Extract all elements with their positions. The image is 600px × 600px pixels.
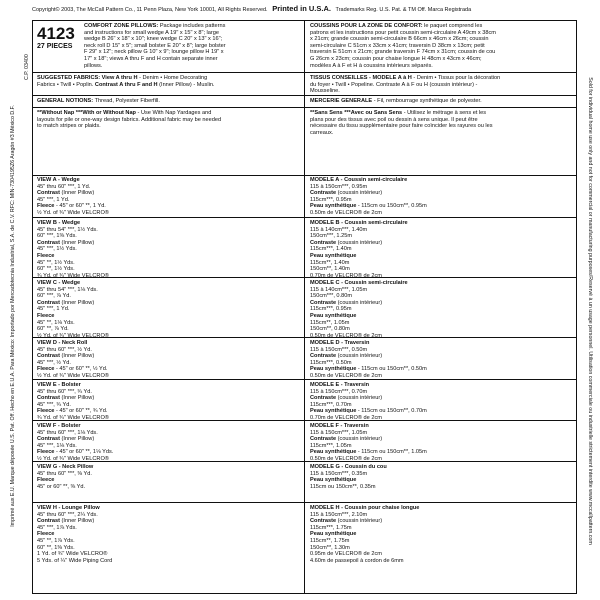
en-view-line: Contrast (Inner Pillow) <box>37 436 95 443</box>
en-view-line: 45" thru 60" ***, ½ Yd. <box>37 346 92 353</box>
fr-view-line: 115 à 140cm***, 1.40m <box>310 226 368 233</box>
fr-view-line: 115cm**, 1.75m <box>310 537 350 544</box>
fr-view-line: 115cm**, 1.40m <box>310 259 350 266</box>
en-view-block <box>37 340 299 380</box>
en-view-line: 5 Yds. of ¼" Wide Piping Cord <box>37 557 113 564</box>
fr-view-line: Contraste (coussin intérieur) <box>310 299 383 306</box>
en-view-line: ¾ Yd. of ¾" Wide VELCRO® <box>37 272 109 279</box>
fr-view-line: 150cm***, 0.80m <box>310 293 352 300</box>
fr-view-line: Contraste (coussin intérieur) <box>310 353 383 360</box>
row-rule <box>32 420 577 421</box>
fr-view-line: Peau synthétique - 115cm ou 150cm**, 0.70m <box>310 408 427 415</box>
en-view-line: Fleece - 45" or 60" **, 1⅛ Yds. <box>37 449 114 456</box>
en-view-line: 45" ***, 1½ Yds. <box>37 246 77 253</box>
en-view-line: 45" or 60" **, ⅜ Yd. <box>37 483 86 490</box>
en-view-line: Fleece - 45" or 60" **, ¾ Yd. <box>37 408 108 415</box>
fr-view-line: Contraste (coussin intérieur) <box>310 239 383 246</box>
french-intro-title: COUSSINS POUR LA ZONE DE CONFORT: <box>310 23 423 29</box>
row-rule <box>32 461 577 462</box>
french-fabrics: TISSUS CONSEILLES - MODELE A à H - Denim • Tissus pour la décoration du foyer • Twill • Popeline. Contraste A à F ou H (coussin intérieur) - Mousseline. <box>310 75 501 95</box>
fr-view-line: Peau synthétique - 115cm ou 150cm**, 0.95m <box>310 203 427 210</box>
fr-view-line: Peau synthétique <box>310 531 357 538</box>
en-view-title: VIEW E - Bolster <box>37 382 81 388</box>
row-rule <box>32 379 577 380</box>
fr-view-line: 0.95m de VELCRO® de 2cm <box>310 551 382 558</box>
en-view-title: VIEW F - Bolster <box>37 423 81 429</box>
fr-view-title: MODELE H - Coussin pour chaise longue <box>310 505 420 511</box>
fr-view-block <box>310 220 572 279</box>
fr-view-line: 0.70m de VELCRO® de 2cm <box>310 272 382 279</box>
row-rule <box>32 337 577 338</box>
rule <box>32 95 577 96</box>
en-view-line: 45" ***, 1 Yd. <box>37 196 70 203</box>
en-view-line: 60" **, 1½ Yds. <box>37 266 75 273</box>
header-line <box>32 4 471 13</box>
fr-view-line: 115cm***, 0.95m <box>310 306 352 313</box>
fr-view-line: 0.50m de VELCRO® de 2cm <box>310 455 382 462</box>
en-view-block <box>37 382 299 422</box>
fr-view-block <box>310 280 572 339</box>
fr-view-line: 115cm***, 1.40m <box>310 246 352 253</box>
en-view-line: 45" thru 54" ***, 1⅛ Yds. <box>37 286 98 293</box>
printed-text: Printed in U.S.A. <box>272 4 331 13</box>
row-rule <box>32 217 577 218</box>
copyright-text: Copyright© 2003, The McCall Pattern Co., 11 Penn Plaza, New York 10001, All Rights Reserved. <box>32 7 268 13</box>
en-view-line: ½ Yd. of ¾" Wide VELCRO® <box>37 332 109 339</box>
en-view-line: Contrast (Inner Pillow) <box>37 299 95 306</box>
fr-view-line: Contraste (coussin intérieur) <box>310 436 383 443</box>
fr-view-title: MODELE D - Traversin <box>310 340 370 346</box>
fr-view-title: MODELE A - Coussin semi-circulaire <box>310 177 408 183</box>
en-view-title: VIEW B - Wedge <box>37 220 81 226</box>
fr-view-line: 115 à 150cm***, 0.50m <box>310 346 368 353</box>
english-notions: GENERAL NOTIONS: Thread, Polyester Fiberfill. <box>37 98 160 104</box>
en-view-block <box>37 280 299 339</box>
en-view-line: 45" thru 60" ***, 1 Yd. <box>37 183 91 190</box>
pattern-number: 4123 <box>37 24 75 43</box>
row-rule <box>32 502 577 503</box>
en-view-line: Fleece <box>37 531 55 538</box>
fr-view-title: MODELE F - Traversin <box>310 423 369 429</box>
en-view-line: Contrast (Inner Pillow) <box>37 239 95 246</box>
en-view-block <box>37 423 299 463</box>
fr-view-line: 115 à 150cm***, 0.95m <box>310 183 368 190</box>
en-view-line: 60" ***, 1⅜ Yds. <box>37 233 77 240</box>
en-view-line: Contrast (Inner Pillow) <box>37 353 95 360</box>
fr-view-line: Contraste (coussin intérieur) <box>310 395 383 402</box>
en-view-block <box>37 220 299 279</box>
en-view-line: 45" ***, ¾ Yd. <box>37 401 71 408</box>
fr-view-line: 115cm***, 0.95m <box>310 196 352 203</box>
en-view-line: 45" thru 60" ***, 2¼ Yds. <box>37 511 98 518</box>
en-view-line: 45" **, 1⅞ Yds. <box>37 537 75 544</box>
fr-view-line: Peau synthétique <box>310 252 357 259</box>
fr-view-line: 150cm**, 1.30m <box>310 544 350 551</box>
fr-view-line: 4.60m de passepoil à cordon de 6mm <box>310 557 404 564</box>
pieces-count: 27 PIECES <box>37 43 73 50</box>
row-rule <box>32 175 577 176</box>
fr-view-line: 115 à 140cm***, 1.05m <box>310 286 368 293</box>
en-view-line: 45" ***, 1 Yd. <box>37 306 70 313</box>
fr-view-line: Peau synthétique <box>310 477 357 484</box>
en-view-line: Fleece - 45" or 60" **, ½ Yd. <box>37 366 108 373</box>
en-view-line: 1 Yd. of ¾" Wide VELCRO® <box>37 551 108 558</box>
en-view-line: Fleece <box>37 477 55 484</box>
en-view-line: Fleece <box>37 252 55 259</box>
fr-view-line: 0.70m de VELCRO® de 2cm <box>310 414 382 421</box>
fr-view-block <box>310 382 572 422</box>
english-nap-note: **Without Nap ***With or Without Nap - Use With Nap Yardages and layouts for pile or one-way design fabrics. Additional fabric may be needed to match stripes or plaids. <box>37 110 222 130</box>
en-view-line: 45" **, 1⅛ Yds. <box>37 319 75 326</box>
fr-view-line: 115 à 150cm***, 0.35m <box>310 470 368 477</box>
fr-view-line: 115cm***, 0.50m <box>310 359 352 366</box>
fr-view-block <box>310 464 572 490</box>
french-notions: MERCERIE GENERALE - Fil, rembourrage synthétique de polyester. <box>310 98 482 104</box>
english-intro: COMFORT ZONE PILLOWS: Package includes patterns and instructions for small wedge A 19" x 15" x 8"; large wedge B 26" x 18" x 10"; knee wedge C 20" x 13" x 16"; neck roll D 15" x 5"; small bolster E 20" x 8"; large bolster F 29" x 12"; neck pillow G 10" x 9"; lounge pillow H 19" x 17" x 18"; views A thru F and H contain separate inner pillows. <box>84 23 226 69</box>
fr-view-title: MODELE G - Coussin du cou <box>310 464 387 470</box>
fr-view-line: 115cm***, 1.75m <box>310 524 352 531</box>
en-view-line: ½ Yd. of ¾" Wide VELCRO® <box>37 455 109 462</box>
french-intro: COUSSINS POUR LA ZONE DE CONFORT: le paquet comprend les patrons et les instructions pour petit coussin semi-circulaire A 49cm x 38cm x 21cm; grande coussin semi-circulaire B 66cm x 46cm x 26cm; coussin semi-circulaire C 51cm x 33cm x 41cm; traversin D 38cm x 13cm; petit traversin E 51cm x 21cm; grande traversin F 74cm x 31cm; coussin de cou G 26cm x 23cm; coussin pour chaise longue H 48cm x 43cm x 46cm; modèles A à F et H à coussins intérieurs séparés. <box>310 23 496 69</box>
fr-view-line: Peau synthétique - 115cm ou 150cm**, 0.50m <box>310 366 427 373</box>
fr-view-title: MODELE B - Coussin semi-circulaire <box>310 220 408 226</box>
rule <box>32 72 577 73</box>
en-view-block <box>37 177 299 217</box>
fr-view-line: 150cm**, 1.40m <box>310 266 350 273</box>
en-view-block <box>37 505 299 564</box>
en-view-line: 45" ***, 1⅞ Yds. <box>37 524 77 531</box>
fr-view-line: 115 à 150cm***, 2.10m <box>310 511 368 518</box>
en-view-title: VIEW C - Wedge <box>37 280 81 286</box>
fr-view-title: MODELE E - Traversin <box>310 382 370 388</box>
fr-view-line: 150cm***, 1.25m <box>310 233 352 240</box>
fr-view-line: 115 à 150cm***, 1.05m <box>310 429 368 436</box>
en-view-line: 45" thru 60" ***, ¾ Yd. <box>37 388 92 395</box>
fr-view-line: 115cm**, 1.05m <box>310 319 350 326</box>
en-view-line: 45" thru 60" ***, 1⅛ Yds. <box>37 429 98 436</box>
en-view-line: ½ Yd. of ¾" Wide VELCRO® <box>37 209 109 216</box>
en-view-line: 60" **, ⅞ Yd. <box>37 326 69 333</box>
right-margin-text: Sold for individual home use only and not for commercial or manufacturing purposes/Reservé à un usage personnel. Utilisation commerciale ou industrielle strictement interdite www.mccallpattern.com <box>587 76 593 545</box>
fr-view-block <box>310 505 572 564</box>
en-view-line: Fleece - 45" or 60" **, 1 Yd. <box>37 203 106 210</box>
en-view-line: Fleece <box>37 312 55 319</box>
en-view-title: VIEW A - Wedge <box>37 177 80 183</box>
fr-view-line: 115cm ou 150cm**, 0.35m <box>310 483 376 490</box>
en-view-line: Contrast (Inner Pillow) <box>37 395 95 402</box>
fr-view-block <box>310 177 572 217</box>
english-intro-title: COMFORT ZONE PILLOWS: <box>84 23 159 29</box>
fr-view-line: Contraste (coussin intérieur) <box>310 518 383 525</box>
fr-view-line: Peau synthétique <box>310 312 357 319</box>
row-rule <box>32 277 577 278</box>
french-nap-note: **Sans Sens ***Avec ou Sans Sens - Utilisez le métrage à sens et les plans pour des tissus avec poil ou dessin à sens unique. Il peut être nécessaire du tissu supplémentaire pour faire coïncider les rayures ou les carreaux. <box>310 110 493 136</box>
fr-view-line: Contraste (coussin intérieur) <box>310 190 383 197</box>
en-view-line: 45" ***, 1⅛ Yds. <box>37 442 77 449</box>
en-view-title: VIEW D - Neck Roll <box>37 340 88 346</box>
en-view-line: ½ Yd. of ¾" Wide VELCRO® <box>37 372 109 379</box>
en-view-block <box>37 464 299 490</box>
en-view-line: 60" **, 1⅜ Yds. <box>37 544 75 551</box>
fr-view-block <box>310 423 572 463</box>
en-view-line: 45" thru 60" ***, ⅜ Yd. <box>37 470 92 477</box>
english-fabrics: SUGGESTED FABRICS: View A thru H - Denim • Home Decorating Fabrics • Twill • Poplin. Contrast A thru F and H (Inner Pillow) - Muslin. <box>37 75 215 88</box>
en-view-line: Contrast (Inner Pillow) <box>37 190 95 197</box>
rule <box>32 107 577 108</box>
en-view-line: ¾ Yd. of ¾" Wide VELCRO® <box>37 414 109 421</box>
trademark-text: Trademarks Reg. U.S. Pat. & TM Off. Marca Registrada <box>335 7 472 13</box>
left-margin-text: Imprimé aux E.U. Marque déposée U.S. Pat. Off. Hecho en E.U.A. Para México: Importado por Mercadotecnia Industrial, S.A. de C.V. RFC: MIN-7304195Z6 Aragón #3 México D.F. <box>10 104 16 527</box>
en-view-title: VIEW G - Neck Pillow <box>37 464 94 470</box>
fr-view-line: 115cm***, 0.70m <box>310 401 352 408</box>
en-view-line: 45" **, 1½ Yds. <box>37 259 75 266</box>
en-view-line: 60" ***, ⅞ Yd. <box>37 293 71 300</box>
en-view-title: VIEW H - Lounge Pillow <box>37 505 100 511</box>
fr-view-line: 0.50m de VELCRO® de 2cm <box>310 209 382 216</box>
fr-view-line: 150cm**, 0.80m <box>310 326 350 333</box>
side-code: C.P. 03400 <box>24 54 30 80</box>
fr-view-block <box>310 340 572 380</box>
fr-view-line: Peau synthétique - 115cm ou 150cm**, 1.05m <box>310 449 427 456</box>
en-view-line: 45" thru 54" ***, 1½ Yds. <box>37 226 98 233</box>
fr-view-line: 115 à 150cm***, 0.70m <box>310 388 368 395</box>
fr-view-line: 0.50m de VELCRO® de 2cm <box>310 372 382 379</box>
fr-view-line: 0.50m de VELCRO® de 2cm <box>310 332 382 339</box>
fr-view-line: 115cm***, 1.05m <box>310 442 352 449</box>
en-view-line: 45" ***, ½ Yd. <box>37 359 71 366</box>
fr-view-title: MODELE C - Coussin semi-circulaire <box>310 280 408 286</box>
en-view-line: Contrast (Inner Pillow) <box>37 518 95 525</box>
